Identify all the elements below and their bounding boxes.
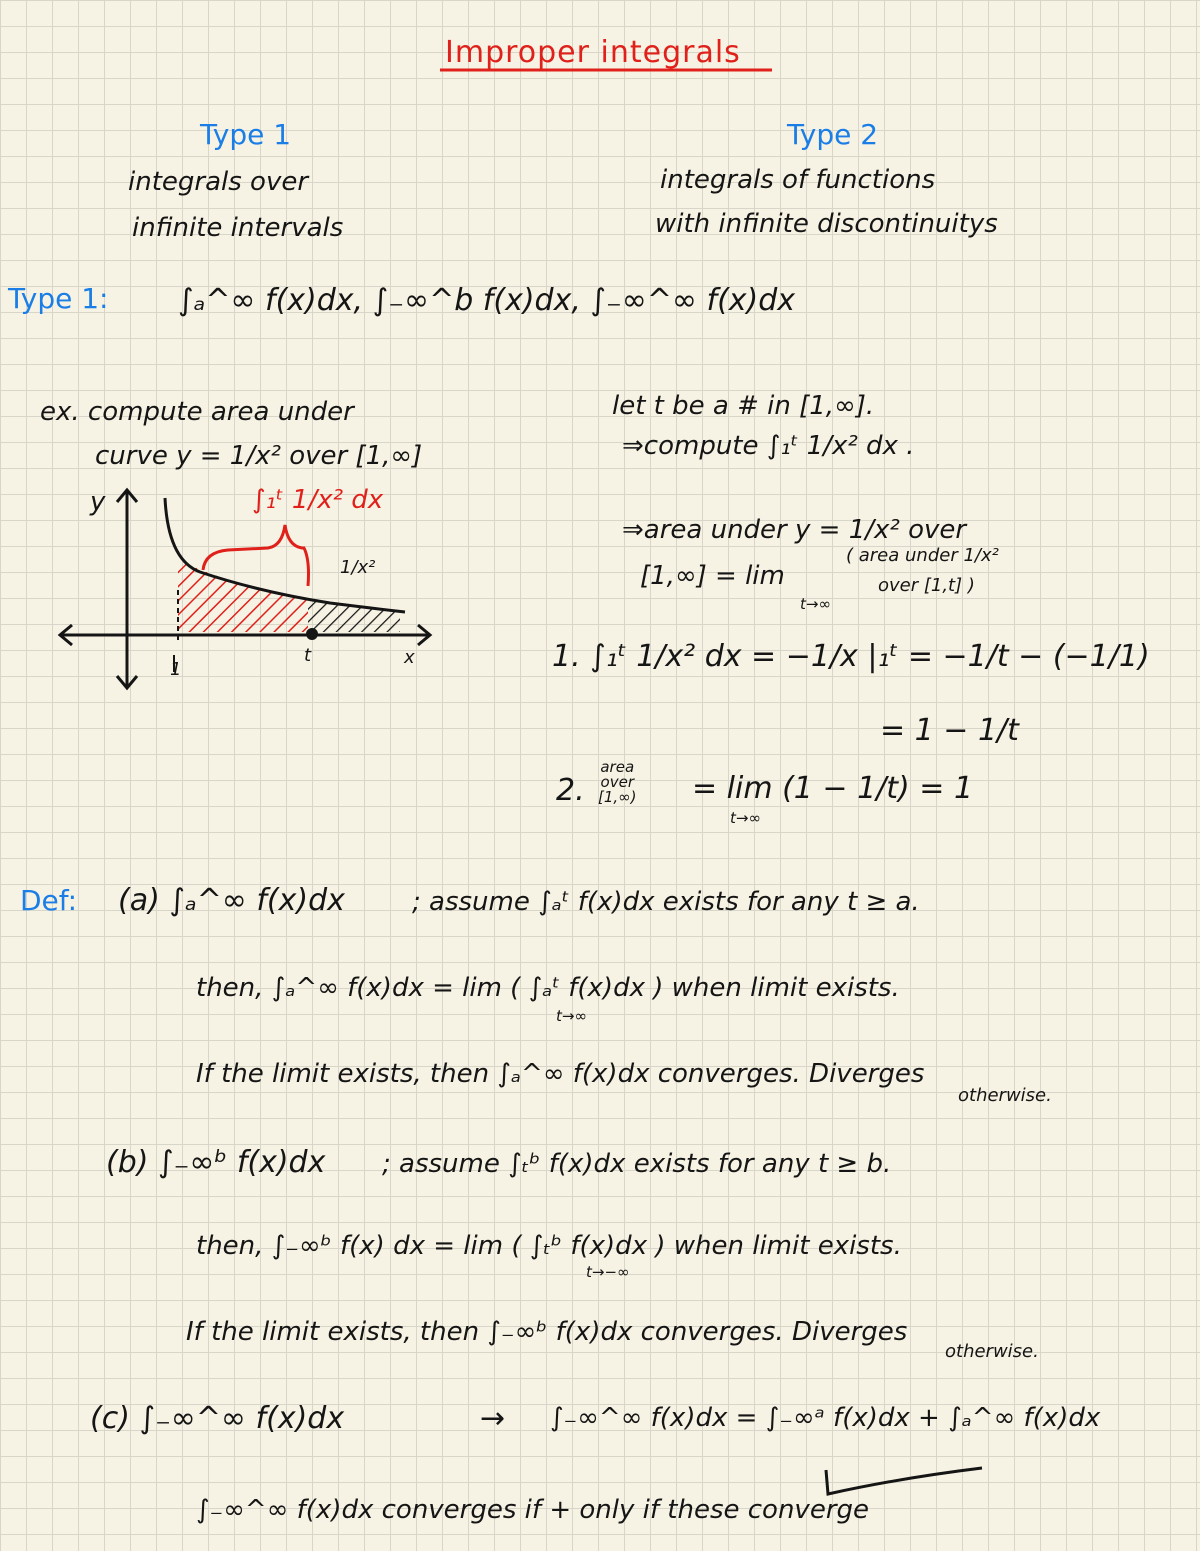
definition-b-otherwise: otherwise. bbox=[945, 1341, 1039, 1362]
graph-y-label: y bbox=[90, 487, 106, 517]
definition-b-then: then, ∫₋∞ᵇ f(x) dx = lim ( ∫ₜᵇ f(x)dx ) when limit exists. bbox=[196, 1231, 902, 1261]
type1-desc-line1: integrals over bbox=[128, 167, 309, 197]
type2-desc-line1: integrals of functions bbox=[660, 165, 936, 195]
graph-integral-label: ∫₁ᵗ 1/x² dx bbox=[252, 485, 384, 515]
definition-a-expr: (a) ∫ₐ^∞ f(x)dx bbox=[118, 883, 345, 918]
example-step1: 1. ∫₁ᵗ 1/x² dx = −1/x |₁ᵗ = −1/t − (−1/1) bbox=[552, 639, 1150, 674]
definition-b-expr: (b) ∫₋∞ᵇ f(x)dx bbox=[106, 1145, 326, 1180]
example-step2-rest: = lim (1 − 1/t) = 1 bbox=[692, 771, 974, 806]
definition-c-expr: (c) ∫₋∞^∞ f(x)dx bbox=[90, 1401, 345, 1436]
graph-func-label: 1/x² bbox=[340, 557, 376, 578]
example-right-line1: let t be a # in [1,∞]. bbox=[612, 391, 875, 421]
type2-desc-line2: with infinite discontinuitys bbox=[655, 209, 998, 239]
type1-forms: ∫ₐ^∞ f(x)dx, ∫₋∞^b f(x)dx, ∫₋∞^∞ f(x)dx bbox=[178, 283, 796, 318]
definition-a-assume: ; assume ∫ₐᵗ f(x)dx exists for any t ≥ a. bbox=[412, 887, 920, 917]
definition-c-final: ∫₋∞^∞ f(x)dx converges if + only if these converge bbox=[196, 1495, 870, 1525]
example-right-line3: ⇒area under y = 1/x² over bbox=[622, 515, 967, 545]
definition-b-if: If the limit exists, then ∫₋∞ᵇ f(x)dx converges. Diverges bbox=[186, 1317, 908, 1347]
example-step2-sub: t→∞ bbox=[730, 809, 761, 827]
definition-c-arrow: → bbox=[480, 1401, 506, 1436]
type1-label: Type 1: bbox=[8, 282, 109, 315]
definition-c-split: ∫₋∞^∞ f(x)dx = ∫₋∞ᵃ f(x)dx + ∫ₐ^∞ f(x)dx bbox=[550, 1403, 1101, 1433]
example-line2: curve y = 1/x² over [1,∞] bbox=[95, 441, 423, 471]
definition-a-then-sub: t→∞ bbox=[556, 1007, 587, 1025]
definition-a-if: If the limit exists, then ∫ₐ^∞ f(x)dx converges. Diverges bbox=[196, 1059, 925, 1089]
graph-one-label: 1 bbox=[170, 659, 182, 680]
page-title: Improper integrals bbox=[445, 35, 741, 70]
definition-b-assume: ; assume ∫ₜᵇ f(x)dx exists for any t ≥ b. bbox=[382, 1149, 892, 1179]
type1-desc-line2: infinite intervals bbox=[132, 213, 344, 243]
example-line1: ex. compute area under bbox=[40, 397, 354, 427]
definition-a-then: then, ∫ₐ^∞ f(x)dx = lim ( ∫ₐᵗ f(x)dx ) when limit exists. bbox=[196, 973, 900, 1003]
example-right-line4b: ( area under 1/x² bbox=[846, 545, 999, 566]
definition-b-then-sub: t→−∞ bbox=[586, 1263, 630, 1281]
definition-label: Def: bbox=[20, 884, 78, 917]
graph-t-label: t bbox=[304, 645, 312, 666]
example-right-line4-sub: t→∞ bbox=[800, 595, 831, 613]
example-step1b: = 1 − 1/t bbox=[880, 713, 1019, 748]
definition-a-otherwise: otherwise. bbox=[958, 1085, 1052, 1106]
example-step2-label: 2. bbox=[556, 773, 585, 808]
example-step2-area: area over [1,∞) bbox=[598, 758, 637, 806]
type2-heading: Type 2 bbox=[787, 118, 879, 151]
example-right-line4a: [1,∞] = lim bbox=[640, 561, 785, 591]
example-right-line4c: over [1,t] ) bbox=[878, 575, 975, 596]
type1-heading: Type 1 bbox=[200, 118, 292, 151]
graph-x-label: x bbox=[404, 647, 415, 668]
example-right-line2: ⇒compute ∫₁ᵗ 1/x² dx . bbox=[622, 431, 915, 461]
